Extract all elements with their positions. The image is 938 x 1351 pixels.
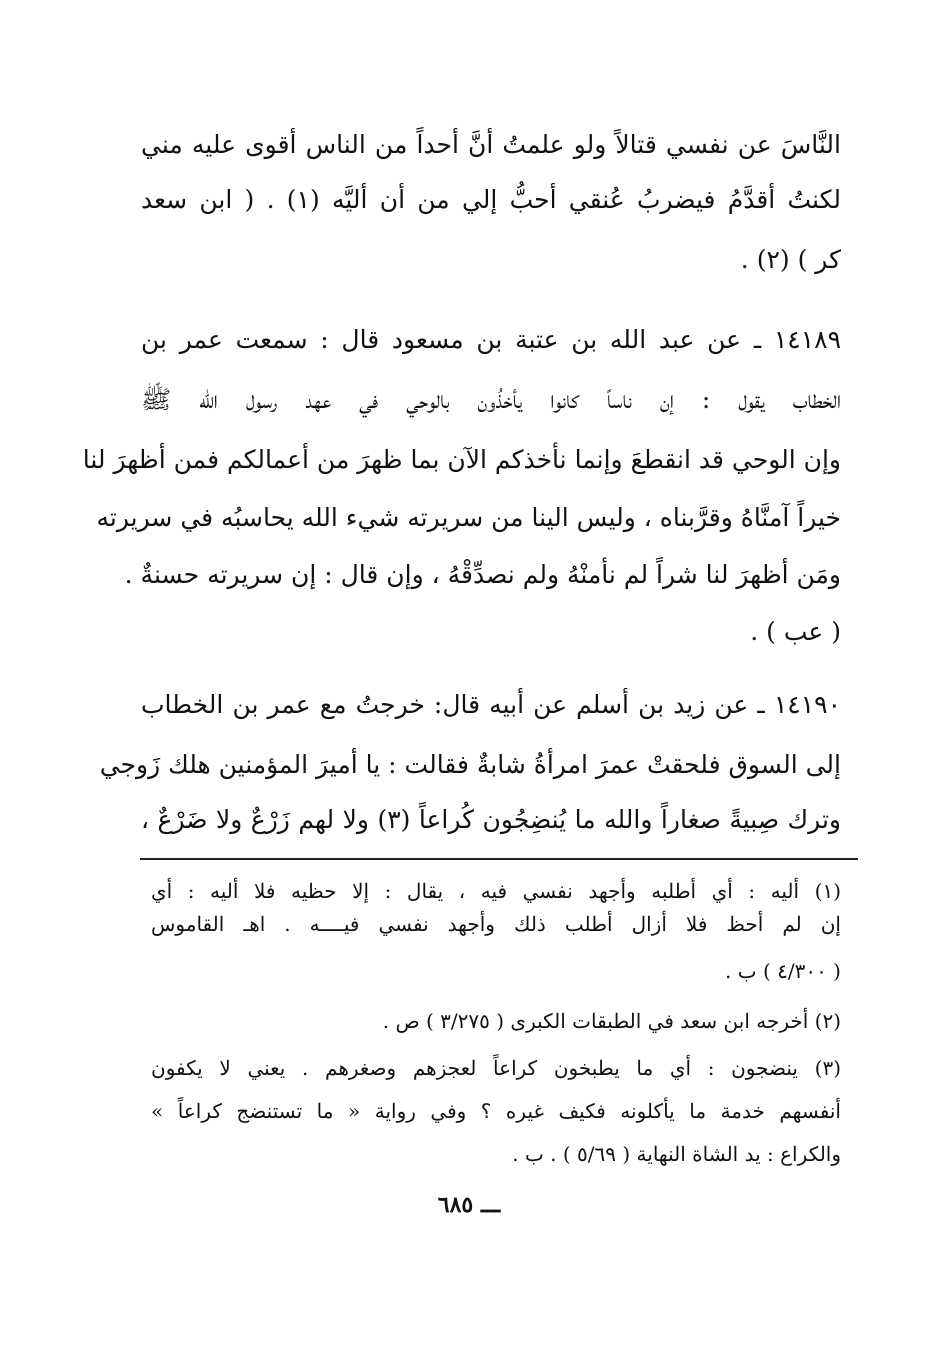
text-line-1: النَّاسَ عن نفسي قتالاً ولو علمتُ أنَّ أحداً من الناس أقوى عليه مني xyxy=(141,130,841,159)
text-line-4: ١٤١٨٩ ـ عن عبد الله بن عتبة بن مسعود قال : سمعت عمر بن xyxy=(141,325,841,354)
footnote-line-3: ( ٤/٣٠٠ ) ب . xyxy=(725,959,841,983)
footnote-line-4: (٢) أخرجه ابن سعد في الطبقات الكبرى ( ٣/٢٧٥ ) ص . xyxy=(382,1009,841,1033)
footnote-line-7: والكراع : يد الشاة النهاية ( ٥/٦٩ ) . ب . xyxy=(512,1142,841,1166)
text-line-9: ( عب ) . xyxy=(750,617,841,646)
footnote-line-1: (١) أليه : أي أطلبه وأجهد نفسي فيه ، يقال : إلا حظيه فلا أليه : أي xyxy=(151,879,841,903)
text-line-5: الخطاب يقول : إن ناساً كانوا يأخذُون بالوحي في عهد رسول الله ﷺ xyxy=(141,385,841,414)
footnote-divider xyxy=(140,858,858,860)
text-line-2: لكنتُ أقدَّمُ فيضربُ عُنقي أحبُّ إلي من أن أليَّه (١) . ( ابن سعد xyxy=(141,185,841,214)
text-line-3: كر ) (٢) . xyxy=(740,245,841,274)
text-line-7: خيراً آمنَّاهُ وقرَّبناه ، وليس الينا من سريرته شيء الله يحاسبُه في سريرته xyxy=(96,503,841,532)
text-line-11: إلى السوق فلحقتْ عمرَ امرأةُ شابةٌ فقالت : يا أميرَ المؤمنين هلك زَوجي xyxy=(99,750,841,779)
text-line-8: ومَن أظهرَ لنا شراً لم نأمنْهُ ولم نصدِّقْهُ ، وإن قال : إن سريرته حسنةٌ . xyxy=(124,560,841,589)
footnote-line-6: أنفسهم خدمة ما يأكلونه فكيف غيره ؟ وفي رواية « ما تستنضج كراعاً » xyxy=(151,1099,841,1123)
text-line-6: وإن الوحي قد انقطعَ وإنما نأخذكم الآن بما ظهرَ من أعمالكم فمن أظهرَ لنا xyxy=(82,445,841,474)
footnote-line-5: (٣) ينضجون : أي ما يطبخون كراعاً لعجزهم وصغرهم . يعني لا يكفون xyxy=(151,1056,841,1080)
text-line-12: وترك صِبيةً صغاراً والله ما يُنضِجُون كُراعاً (٣) ولا لهم زَرْعٌ ولا ضَرْعٌ ، xyxy=(141,805,841,834)
footnote-line-2: إن لم أحظ فلا أزال أطلب ذلك وأجهد نفسي فيــــه . اهـ القاموس xyxy=(151,912,841,936)
text-line-10: ١٤١٩٠ ـ عن زيد بن أسلم عن أبيه قال: خرجتُ مع عمر بن الخطاب xyxy=(141,690,841,719)
page-number: ـــ ٦٨٥ xyxy=(437,1192,501,1218)
